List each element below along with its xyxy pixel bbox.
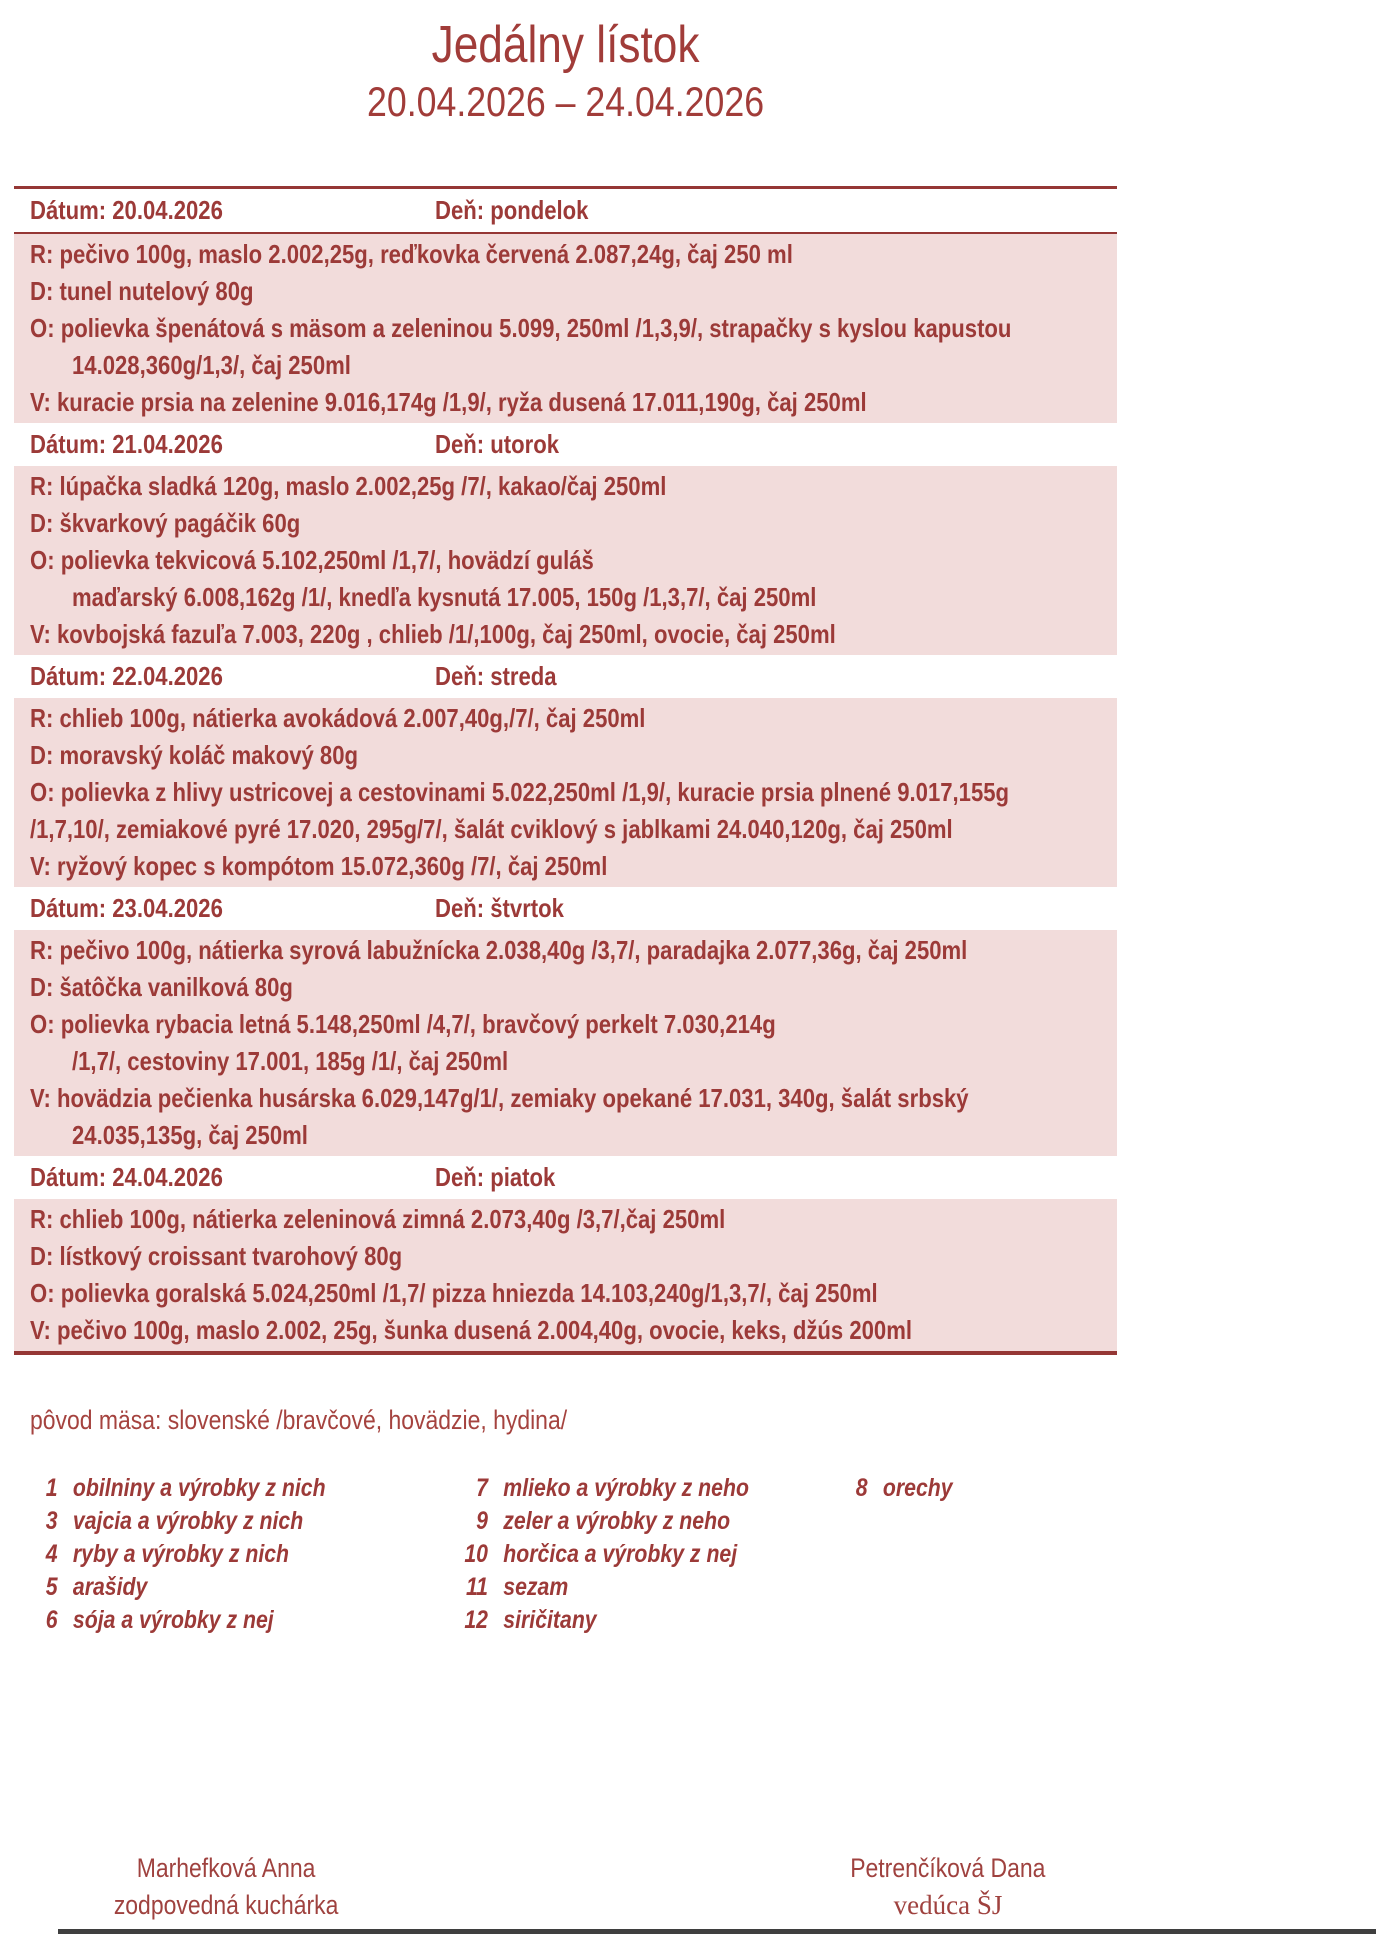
meal-line-continuation: 14.028,360g/1,3/, čaj 250ml: [72, 350, 351, 380]
allergen-item: 10 horčica a výrobky z nej: [464, 1540, 738, 1568]
meal-line: O: polievka špenátová s mäsom a zeleninou 5.099, 250ml /1,3,9/, strapačky s kyslou kapustou: [30, 313, 1012, 343]
day-name: Deň: piatok: [435, 1162, 556, 1192]
allergen-column-2: [454, 1472, 801, 1637]
meal-line: D: moravský koláč makový 80g: [30, 740, 358, 770]
meal-line: R: pečivo 100g, nátierka syrová labužnícka 2.038,40g /3,7/, paradajka 2.077,36g, čaj 250ml: [30, 935, 968, 965]
day-meals-friday: [14, 1199, 1117, 1351]
day-header-tuesday: [14, 423, 1117, 466]
signature-name: Marhefková Anna: [136, 1853, 316, 1883]
meal-line: R: lúpačka sladká 120g, maslo 2.002,25g /7/, kakao/čaj 250ml: [30, 471, 667, 501]
day-name: Deň: streda: [435, 661, 557, 691]
document-page: [14, 14, 1117, 1642]
allergen-item: 5 arašidy: [45, 1573, 148, 1601]
allergen-item: 3 vajcia a výrobky z nich: [45, 1507, 304, 1535]
meal-line: V: kovbojská fazuľa 7.003, 220g , chlieb /1/,100g, čaj 250ml, ovocie, čaj 250ml: [30, 619, 836, 649]
day-meals-wednesday: [14, 698, 1117, 887]
allergen-item: 1 obilniny a výrobky z nich: [45, 1474, 326, 1502]
meal-line-continuation: /1,7/, cestoviny 17.001, 185g /1/, čaj 250ml: [72, 1046, 509, 1076]
allergen-legend: [14, 1472, 1117, 1642]
allergen-item: 7 mlieko a výrobky z neho: [476, 1474, 749, 1502]
meal-line: V: kuracie prsia na zelenine 9.016,174g /1,9/, ryža dusená 17.011,190g, čaj 250ml: [30, 387, 867, 417]
day-date: Dátum: 22.04.2026: [30, 661, 223, 691]
day-name: Deň: pondelok: [435, 195, 589, 225]
meal-line-continuation: maďarský 6.008,162g /1/, knedľa kysnutá 17.005, 150g /1,3,7/, čaj 250ml: [72, 582, 817, 612]
day-header-monday: [14, 189, 1117, 234]
meal-line-continuation: 24.035,135g, čaj 250ml: [72, 1120, 308, 1150]
meal-line: V: pečivo 100g, maslo 2.002, 25g, šunka dusená 2.004,40g, ovocie, keks, džús 200ml: [30, 1315, 912, 1345]
day-meals-tuesday: [14, 466, 1117, 655]
date-range: 20.04.2026 – 24.04.2026: [366, 78, 765, 125]
meal-line: O: polievka rybacia letná 5.148,250ml /4,7/, bravčový perkelt 7.030,214g: [30, 1009, 776, 1039]
day-date: Dátum: 24.04.2026: [30, 1162, 223, 1192]
signature-role: zodpovedná kuchárka: [113, 1890, 339, 1920]
day-meals-monday: [14, 234, 1117, 423]
day-date: Dátum: 21.04.2026: [30, 429, 223, 459]
signature-cook: [86, 1850, 366, 1924]
allergen-item: 9 zeler a výrobky z neho: [476, 1507, 731, 1535]
allergen-item: 11 sezam: [465, 1573, 569, 1601]
meat-origin-note: pôvod mäsa: slovenské /bravčové, hovädzie, hydina/: [30, 1405, 568, 1435]
bottom-divider: [58, 1929, 1376, 1934]
meal-line: R: chlieb 100g, nátierka zeleninová zimná 2.073,40g /3,7/,čaj 250ml: [30, 1204, 726, 1234]
signature-role: vedúca ŠJ: [893, 1890, 1003, 1920]
allergen-column-3: [854, 1472, 970, 1505]
meal-line: V: hovädzia pečienka husárska 6.029,147g/1/, zemiaky opekané 17.031, 340g, šalát srbský: [30, 1083, 969, 1113]
meal-line: D: lístkový croissant tvarohový 80g: [30, 1241, 403, 1271]
signature-name: Petrenčíková Dana: [850, 1853, 1046, 1883]
meal-line: O: polievka goralská 5.024,250ml /1,7/ pizza hniezda 14.103,240g/1,3,7/, čaj 250ml: [30, 1278, 878, 1308]
meal-line: D: šatôčka vanilková 80g: [30, 972, 293, 1002]
meal-line: O: polievka z hlivy ustricovej a cestovinami 5.022,250ml /1,9/, kuracie prsia plnené 9.017,155g: [30, 777, 1010, 807]
meal-line: V: ryžový kopec s kompótom 15.072,360g /7/, čaj 250ml: [30, 851, 608, 881]
allergen-item: 8 orechy: [855, 1474, 953, 1502]
day-date: Dátum: 20.04.2026: [30, 195, 223, 225]
day-meals-thursday: [14, 930, 1117, 1156]
meal-line: R: pečivo 100g, maslo 2.002,25g, reďkovka červená 2.087,24g, čaj 250 ml: [30, 239, 793, 269]
title-block: [14, 14, 1117, 128]
meal-line: D: tunel nutelový 80g: [30, 276, 254, 306]
day-name: Deň: utorok: [435, 429, 560, 459]
day-header-wednesday: [14, 655, 1117, 698]
meal-line: O: polievka tekvicová 5.102,250ml /1,7/, hovädzí guláš: [30, 545, 594, 575]
allergen-item: 6 sója a výrobky z nej: [45, 1606, 274, 1634]
meal-line: D: škvarkový pagáčik 60g: [30, 508, 301, 538]
day-header-thursday: [14, 887, 1117, 930]
day-header-friday: [14, 1156, 1117, 1199]
signature-manager: [808, 1850, 1088, 1924]
meal-line-continuation: /1,7,10/, zemiakové pyré 17.020, 295g/7/, šalát cviklový s jablkami 24.040,120g, čaj 250ml: [30, 814, 953, 844]
allergen-item: 4 ryby a výrobky z nich: [45, 1540, 290, 1568]
menu-table: [14, 186, 1117, 1355]
meal-line: R: chlieb 100g, nátierka avokádová 2.007,40g,/7/, čaj 250ml: [30, 703, 646, 733]
day-name: Deň: štvrtok: [435, 893, 564, 923]
day-date: Dátum: 23.04.2026: [30, 893, 223, 923]
allergen-column-1: [44, 1472, 375, 1637]
allergen-item: 12 siričitany: [464, 1606, 597, 1634]
page-title: Jedálny lístok: [431, 16, 700, 74]
